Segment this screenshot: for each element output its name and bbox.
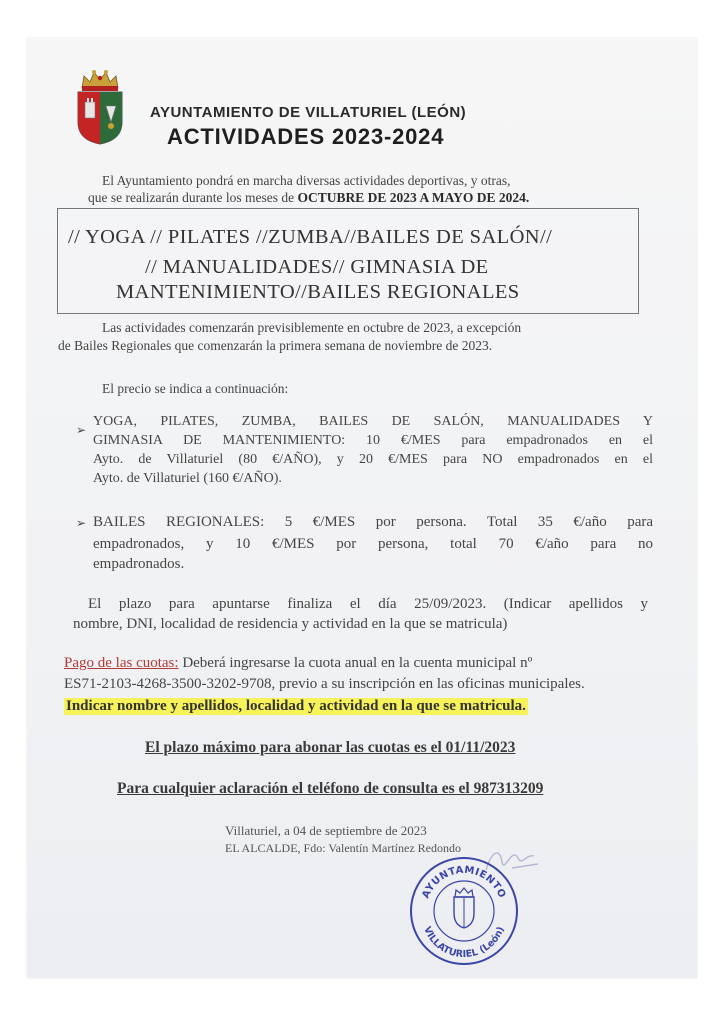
bullet-arrow-icon: ➢ — [76, 423, 87, 437]
stamp-bottom-text: VILLATURIEL (León) — [421, 925, 507, 961]
activities-box-line-1: // YOGA // PILATES //ZUMBA//BAILES DE SALÓN// — [68, 226, 553, 248]
activities-heading: ACTIVIDADES 2023-2024 — [167, 124, 445, 149]
municipality-title: AYUNTAMIENTO DE VILLATURIEL (LEÓN) — [150, 104, 467, 121]
payment-account-line: ES71-2103-4268-3500-3202-9708, previo a su inscripción en las oficinas municipales. — [64, 676, 585, 692]
item1-line-1: YOGA, PILATES, ZUMBA, BAILES DE SALÓN, MANUALIDADES Y — [93, 414, 653, 429]
footer-date: Villaturiel, a 04 de septiembre de 2023 — [225, 823, 427, 838]
intro-line-2 — [88, 190, 529, 206]
item2-line-3: empadronados. — [93, 556, 185, 572]
footer-signature-line: EL ALCALDE, Fdo: Valentín Martínez Redondo — [225, 841, 461, 855]
start-paragraph-line-2: de Bailes Regionales que comenzarán la primera semana de noviembre de 2023. — [58, 338, 493, 353]
activities-box-line-2: // MANUALIDADES// GIMNASIA DE — [145, 256, 489, 278]
item1-line-3: Ayto. de Villaturiel (80 €/AÑO), y 20 €/MES para NO empadronados en el — [93, 452, 653, 467]
intro-line-1: El Ayuntamiento pondrá en marcha diversas actividades deportivas, y otras, — [102, 173, 511, 188]
stamp-top-text: AYUNTAMIENTO — [420, 864, 508, 901]
payment-line-1 — [64, 655, 532, 672]
item1-line-2: GIMNASIA DE MANTENIMIENTO: 10 €/MES para empadronados en el — [93, 433, 653, 448]
bullet-arrow-icon: ➢ — [76, 516, 87, 530]
start-paragraph-line-1: Las actividades comenzarán previsiblemente en octubre de 2023, a excepción — [102, 320, 522, 335]
intro-dates: OCTUBRE DE 2023 A MAYO DE 2024. — [297, 190, 530, 205]
item2-line-2: empadronados, y 10 €/MES por persona, total 70 €/año para no — [93, 536, 653, 552]
price-intro: El precio se indica a continuación: — [102, 381, 289, 396]
payment-line-1-text: Deberá ingresarse la cuota anual en la cuenta municipal nº — [178, 655, 533, 671]
coat-of-arms-logo — [72, 66, 128, 146]
official-stamp — [408, 855, 520, 967]
contact-phone: Para cualquier aclaración el teléfono de consulta es el 987313209 — [117, 780, 544, 797]
deadline-line-1: El plazo para apuntarse finaliza el día 25/09/2023. (Indicar apellidos y — [88, 596, 648, 612]
svg-text:AYUNTAMIENTO — [421, 865, 508, 900]
intro-line-2-text: que se realizarán durante los meses de — [88, 190, 298, 205]
deadline-line-2: nombre, DNI, localidad de residencia y actividad en la que se matricula) — [73, 616, 508, 632]
activities-box-line-3: MANTENIMIENTO//BAILES REGIONALES — [116, 281, 520, 303]
max-deadline: El plazo máximo para abonar las cuotas es el 01/11/2023 — [145, 739, 516, 756]
payment-label: Pago de las cuotas: — [64, 655, 179, 671]
item1-line-4: Ayto. de Villaturiel (160 €/AÑO). — [93, 471, 282, 486]
payment-highlight: Indicar nombre y apellidos, localidad y actividad en la que se matricula. — [66, 698, 526, 714]
item2-line-1: BAILES REGIONALES: 5 €/MES por persona. Total 35 €/año para — [93, 514, 653, 530]
